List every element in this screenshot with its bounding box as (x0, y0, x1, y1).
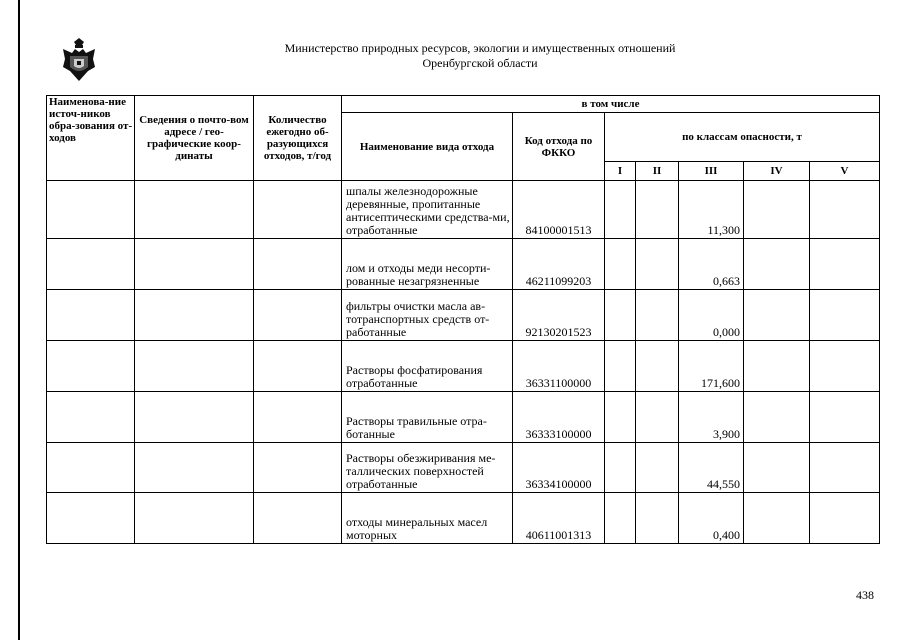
quantity-cell (254, 239, 342, 290)
address-cell (135, 341, 254, 392)
class-3-cell: 0,663 (679, 239, 744, 290)
header-source-name: Наименова-ние источ-ников обра-зования от-ходов (47, 96, 135, 181)
header-ministry-name: Министерство природных ресурсов, экологии и имущественных отношений (284, 41, 676, 55)
source-cell (47, 493, 135, 544)
page-number: 438 (856, 588, 874, 602)
class-2-cell (636, 290, 679, 341)
waste-name-cell: лом и отходы меди несорти-рованные незагрязненные (342, 239, 513, 290)
class-4-cell (744, 493, 810, 544)
class-1-cell (605, 239, 636, 290)
class-2-cell (636, 443, 679, 493)
class-2-cell (636, 392, 679, 443)
header-in-total: в том числе (342, 96, 880, 113)
header-class-3: III (679, 162, 744, 181)
class-4-cell (744, 341, 810, 392)
source-cell (47, 392, 135, 443)
class-1-cell (605, 341, 636, 392)
table-row (47, 181, 880, 239)
table-row (47, 443, 880, 493)
header-class-1: I (605, 162, 636, 181)
quantity-cell (254, 341, 342, 392)
waste-name-cell: шпалы железнодорожные деревянные, пропитанные антисептическими средства-ми, отработанные (342, 181, 513, 239)
header-waste-type: Наименование вида отхода (342, 113, 513, 181)
header-region-name: Оренбургской области (422, 56, 538, 70)
header-class-4: IV (744, 162, 810, 181)
header-address: Сведения о почто-вом адресе / гео-графические коор-динаты (135, 96, 254, 181)
source-cell (47, 290, 135, 341)
class-5-cell (810, 239, 880, 290)
class-5-cell (810, 392, 880, 443)
table-row (47, 341, 880, 392)
fkko-code-cell: 40611001313 (513, 493, 605, 544)
table-row (47, 239, 880, 290)
header-quantity: Количество ежегодно об-разующихся отходов, т/год (254, 96, 342, 181)
table-row (47, 290, 880, 341)
waste-name-cell: Растворы обезжиривания ме-таллических поверхностей отработанные (342, 443, 513, 493)
fkko-code-cell: 92130201523 (513, 290, 605, 341)
class-1-cell (605, 443, 636, 493)
class-5-cell (810, 290, 880, 341)
source-cell (47, 239, 135, 290)
source-cell (47, 443, 135, 493)
source-cell (47, 341, 135, 392)
class-3-cell: 0,000 (679, 290, 744, 341)
waste-table (46, 95, 880, 544)
header-fkko-code: Код отхода по ФККО (513, 113, 605, 181)
waste-name-cell: Растворы фосфатирования отработанные (342, 341, 513, 392)
address-cell (135, 392, 254, 443)
quantity-cell (254, 443, 342, 493)
address-cell (135, 290, 254, 341)
class-5-cell (810, 493, 880, 544)
address-cell (135, 239, 254, 290)
header-class-2: II (636, 162, 679, 181)
fkko-code-cell: 36333100000 (513, 392, 605, 443)
class-2-cell (636, 181, 679, 239)
waste-name-cell: фильтры очистки масла ав-тотранспортных средств от-работанные (342, 290, 513, 341)
class-3-cell: 171,600 (679, 341, 744, 392)
class-1-cell (605, 290, 636, 341)
table-row (47, 392, 880, 443)
page-edge-line (18, 0, 20, 640)
class-2-cell (636, 341, 679, 392)
quantity-cell (254, 392, 342, 443)
address-cell (135, 443, 254, 493)
fkko-code-cell: 36334100000 (513, 443, 605, 493)
coat-of-arms-icon (60, 37, 98, 83)
class-1-cell (605, 493, 636, 544)
class-3-cell: 0,400 (679, 493, 744, 544)
fkko-code-cell: 84100001513 (513, 181, 605, 239)
document-header (230, 41, 730, 71)
class-5-cell (810, 341, 880, 392)
fkko-code-cell: 36331100000 (513, 341, 605, 392)
class-4-cell (744, 239, 810, 290)
table-row (47, 493, 880, 544)
address-cell (135, 493, 254, 544)
waste-name-cell: отходы минеральных масел моторных (342, 493, 513, 544)
waste-name-cell: Растворы травильные отра-ботанные (342, 392, 513, 443)
source-cell (47, 181, 135, 239)
class-4-cell (744, 443, 810, 493)
class-4-cell (744, 290, 810, 341)
class-2-cell (636, 493, 679, 544)
header-hazard-classes: по классам опасности, т (605, 113, 880, 162)
class-3-cell: 3,900 (679, 392, 744, 443)
class-5-cell (810, 181, 880, 239)
quantity-cell (254, 493, 342, 544)
header-class-5: V (810, 162, 880, 181)
address-cell (135, 181, 254, 239)
class-3-cell: 11,300 (679, 181, 744, 239)
quantity-cell (254, 290, 342, 341)
class-3-cell: 44,550 (679, 443, 744, 493)
quantity-cell (254, 181, 342, 239)
class-5-cell (810, 443, 880, 493)
class-1-cell (605, 392, 636, 443)
fkko-code-cell: 46211099203 (513, 239, 605, 290)
class-4-cell (744, 392, 810, 443)
class-4-cell (744, 181, 810, 239)
class-1-cell (605, 181, 636, 239)
class-2-cell (636, 239, 679, 290)
